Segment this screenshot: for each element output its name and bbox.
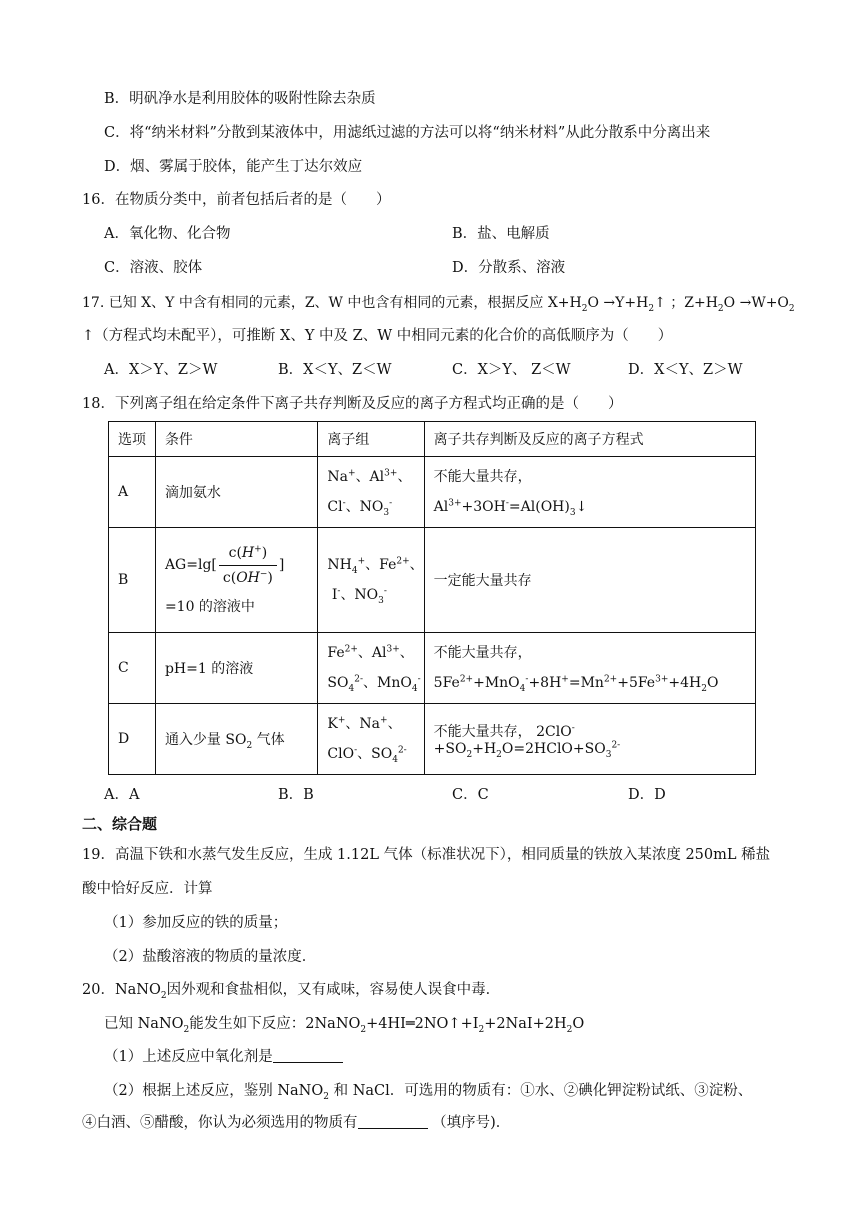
- row-a-judgement: 不能大量共存， $Al^{3+}+3OH^-=Al(OH)_3↓$: [424, 457, 755, 528]
- row-a-option: A: [109, 457, 156, 528]
- q16-stem: 16．在物质分类中，前者包括后者的是（ ）: [82, 192, 391, 208]
- table-row: [109, 528, 756, 633]
- q17-stem-line1: 17. 已知 X、Y 中含有相同的元素，Z、W 中也含有相同的元素，根据反应 $X+H_2O$ $\to Y+H_2↑$ ；$Z+H_2O \to W+O_2$: [82, 295, 795, 314]
- answer-blank[interactable]: [273, 1048, 343, 1063]
- q20-line2: 已知 NaNO$_2$能发生如下反应：$2NaNO_2+4HI═2NO↑+I_2+2NaI+2H_2O$: [104, 1016, 585, 1035]
- q16-option-d: D．分散系、溶液: [452, 260, 566, 276]
- q17-option-b: B．X＜Y、Z＜W: [278, 362, 392, 378]
- row-c-ions: $Fe^{2+}$、$Al^{3+}$、 $SO_4^{2-}$、MnO$_4$-: [318, 633, 424, 704]
- row-d-option: D: [109, 704, 156, 775]
- q18-option-c: C．C: [452, 787, 489, 803]
- header-ions: 离子组: [318, 422, 424, 457]
- section-title: 二、综合题: [82, 815, 158, 833]
- table-row: [109, 704, 756, 775]
- row-b-ions: $NH_4^+$、$Fe^{2+}$、 I-、$NO_3^-$: [318, 528, 424, 633]
- ag-fraction: $\frac{c(H^+)}{c(OH^-)}$: [219, 541, 277, 590]
- q17-option-d: D．X＜Y、Z＞W: [628, 362, 743, 378]
- q15-option-c: C．将“纳米材料”分散到某液体中，用滤纸过滤的方法可以将“纳米材料”从此分散系中分离出来: [104, 125, 711, 141]
- row-b-condition: AG=lg[ $\frac{c(H^+)}{c(OH^-)}$ ] =10 的溶液中: [155, 528, 317, 633]
- q18-option-a: A．A: [104, 787, 140, 803]
- table-row: [109, 457, 756, 528]
- row-a-condition: 滴加氨水: [155, 457, 317, 528]
- q18-option-d: D．D: [628, 787, 666, 803]
- row-c-condition: pH=1 的溶液: [155, 633, 317, 704]
- table-row: [109, 633, 756, 704]
- q20-sub2-line1: （2）根据上述反应，鉴别 NaNO$_2$ 和 NaCl．可选用的物质有：①水、②碘化钾淀粉试纸、③淀粉、: [104, 1083, 753, 1102]
- q19-sub2: （2）盐酸溶液的物质的量浓度．: [104, 949, 317, 965]
- q20-sub2-line2: ④白酒、⑤醋酸，你认为必须选用的物质有 （填序号)．: [82, 1115, 511, 1131]
- ion-table: [108, 421, 756, 775]
- row-b-judgement: 一定能大量共存: [424, 528, 755, 633]
- q17-option-c: C．X＞Y、 Z＜W: [452, 362, 571, 378]
- q18-stem: 18．下列离子组在给定条件下离子共存判断及反应的离子方程式均正确的是（ ）: [82, 396, 623, 412]
- answer-blank[interactable]: [358, 1114, 428, 1129]
- row-d-judgement: 不能大量共存， $2ClO^-+SO_2+H_2O=2HClO+SO_3^{2-}$: [424, 704, 755, 775]
- q19-sub1: （1）参加反应的铁的质量；: [104, 915, 288, 931]
- table-header-row: [109, 422, 756, 457]
- row-b-option: B: [109, 528, 156, 633]
- row-d-condition: 通入少量 $SO_2$ 气体: [155, 704, 317, 775]
- q15-option-b: B．明矾净水是利用胶体的吸附性除去杂质: [104, 91, 376, 107]
- q19-line2: 酸中恰好反应．计算: [82, 881, 213, 897]
- q17-stem-line2: ↑（方程式均未配平），可推断 X、Y 中及 Z、W 中相同元素的化合价的高低顺序为（ ）: [82, 328, 673, 344]
- q20-sub1: （1）上述反应中氧化剂是: [104, 1047, 343, 1067]
- header-option: 选项: [109, 422, 156, 457]
- row-c-judgement: 不能大量共存， $5Fe^{2+}+MnO_4^-+8H^+=Mn^{2+}+5Fe^{3+}+4H_2O$: [424, 633, 755, 704]
- row-a-ions: Na+、$Al^{3+}$、 Cl-、$NO_3^-$: [318, 457, 424, 528]
- q16-option-b: B．盐、电解质: [452, 226, 550, 242]
- header-judgement: 离子共存判断及反应的离子方程式: [424, 422, 755, 457]
- q16-option-a: A．氧化物、化合物: [104, 226, 231, 242]
- q17-option-a: A．X＞Y、Z＞W: [104, 362, 218, 378]
- q20-line1: 20．NaNO$_2$因外观和食盐相似，又有咸味，容易使人误食中毒．: [82, 982, 501, 1001]
- q18-option-b: B．B: [278, 787, 314, 803]
- q19-line1: 19．高温下铁和水蒸气发生反应，生成 1.12L 气体（标准状况下），相同质量的铁放入某浓度 250mL 稀盐: [82, 847, 771, 863]
- row-c-option: C: [109, 633, 156, 704]
- header-condition: 条件: [155, 422, 317, 457]
- q15-option-d: D．烟、雾属于胶体，能产生丁达尔效应: [104, 159, 363, 175]
- row-d-ions: K+、Na+、 ClO-、$SO_4^{2-}$: [318, 704, 424, 775]
- q16-option-c: C．溶液、胶体: [104, 260, 203, 276]
